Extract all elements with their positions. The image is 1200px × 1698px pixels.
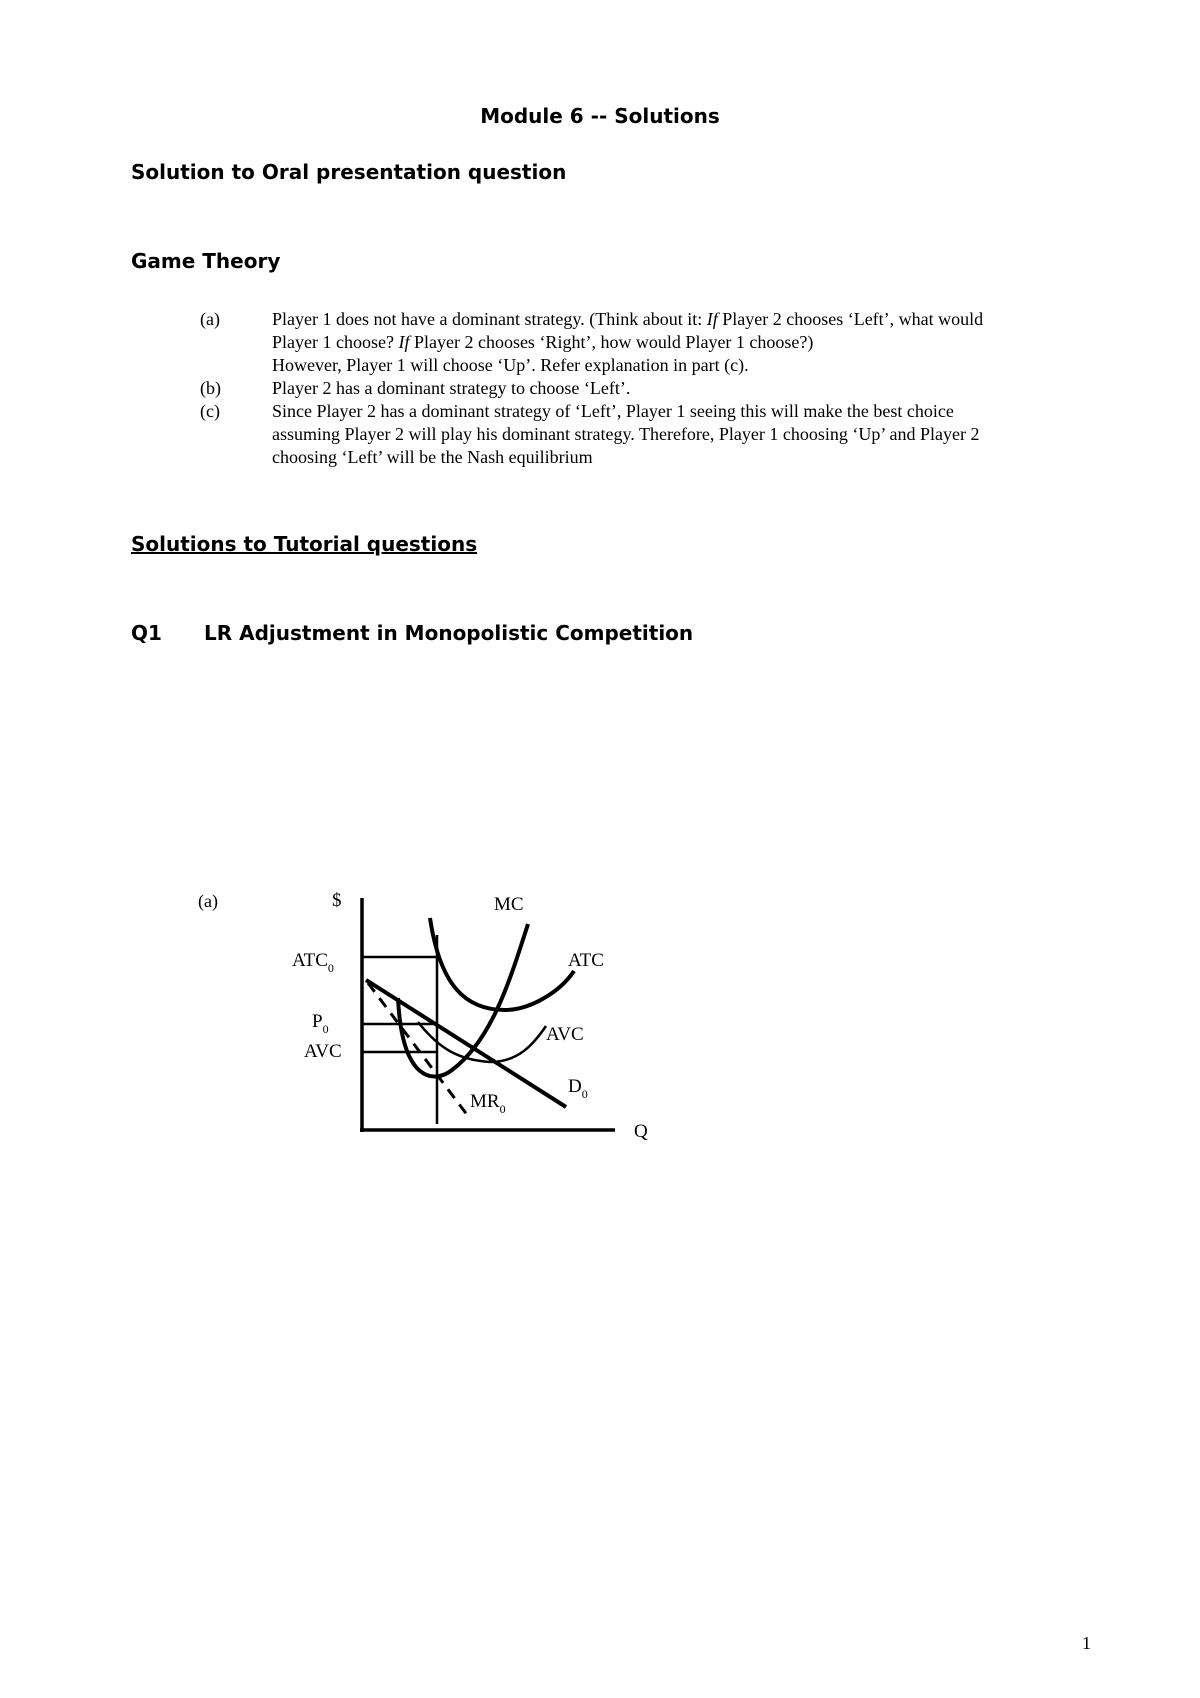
marginal-revenue-curve-mr0: [368, 983, 468, 1116]
marginal-cost-curve: [398, 924, 528, 1077]
item-a-line-2-start: Player 1 choose?: [272, 332, 399, 352]
item-a-label: (a): [200, 309, 220, 329]
mr0-label: [470, 1091, 506, 1116]
item-c-line-3: choosing ‘Left’ will be the Nash equilibrium: [272, 447, 593, 467]
item-c-line-1: Since Player 2 has a dominant strategy of ‘Left’, Player 1 seeing this will make the best choice: [272, 401, 954, 421]
avc-curve-label: AVC: [546, 1024, 584, 1045]
p0-label: [312, 1011, 329, 1036]
oral-presentation-heading: Solution to Oral presentation question: [131, 160, 567, 184]
mr0-label-main: MR: [470, 1091, 500, 1112]
atc-label: ATC: [568, 950, 604, 971]
q1-title: LR Adjustment in Monopolistic Competition: [204, 621, 694, 645]
atc0-label-subscript: 0: [327, 961, 334, 975]
tutorial-heading: Solutions to Tutorial questions: [131, 532, 478, 556]
page-number: 1: [1082, 1633, 1091, 1653]
item-a-line-1-start: Player 1 does not have a dominant strategy. (Think about it:: [272, 309, 707, 329]
atc0-label-main: ATC: [292, 950, 328, 971]
d0-label-main: D: [568, 1076, 582, 1097]
d0-label-subscript: 0: [581, 1087, 588, 1101]
page-title: Module 6 -- Solutions: [480, 104, 720, 128]
game-theory-heading: Game Theory: [131, 249, 281, 273]
item-a-line-2-if: If: [398, 332, 410, 352]
p0-label-main: P: [312, 1011, 323, 1032]
item-c-label: (c): [200, 401, 220, 421]
item-a-line-1-if: If: [706, 309, 718, 329]
d0-label: [568, 1076, 588, 1101]
mr0-label-subscript: 0: [499, 1102, 506, 1116]
item-b-line-1: Player 2 has a dominant strategy to choose ‘Left’.: [272, 378, 631, 398]
q1-number: Q1: [131, 621, 162, 645]
item-b-label: (b): [200, 378, 221, 398]
item-a-line-2-end: Player 2 chooses ‘Right’, how would Player 1 choose?): [409, 332, 814, 352]
mc-label: MC: [494, 894, 524, 915]
y-axis-label: $: [332, 890, 342, 911]
atc0-label: [292, 950, 334, 975]
avc-axis-label: AVC: [304, 1041, 342, 1062]
figure-label: (a): [198, 891, 218, 911]
item-c-line-2: assuming Player 2 will play his dominant strategy. Therefore, Player 1 choosing ‘Up’ and Player 2: [272, 424, 980, 444]
x-axis-label: Q: [634, 1121, 648, 1142]
p0-label-subscript: 0: [322, 1022, 329, 1036]
item-a-line-1-end: Player 2 chooses ‘Left’, what would: [717, 309, 984, 329]
item-a-line-3: However, Player 1 will choose ‘Up’. Refer explanation in part (c).: [272, 355, 749, 375]
